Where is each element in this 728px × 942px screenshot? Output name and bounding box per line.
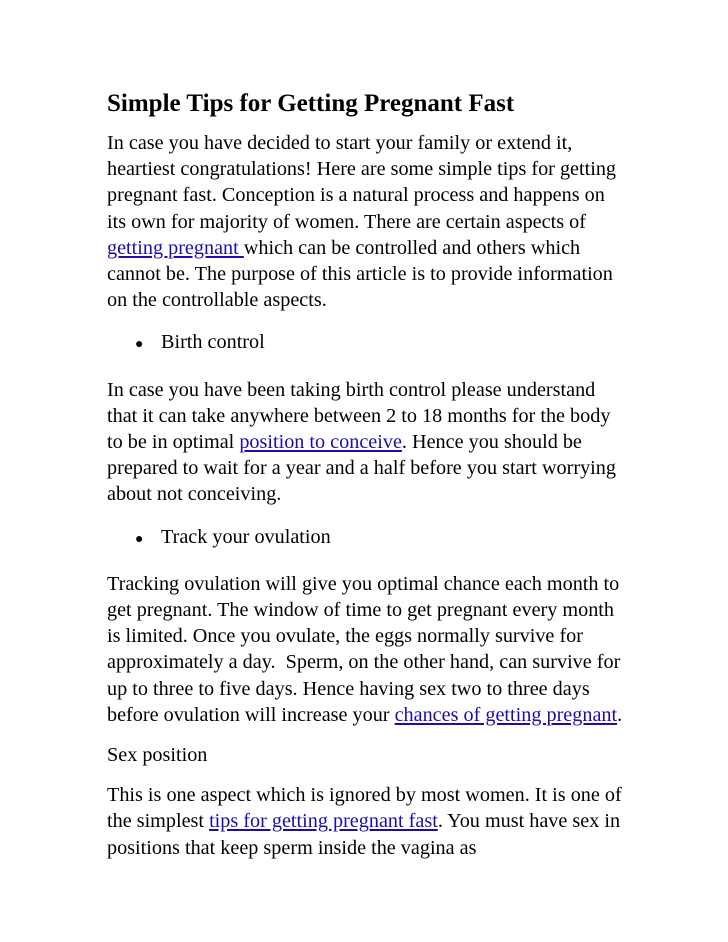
sex-position-paragraph <box>107 782 628 861</box>
bullet-dot-icon: ● <box>135 337 144 353</box>
bullet-birth-control <box>107 329 628 358</box>
intro-paragraph <box>107 130 628 313</box>
ovulation-text-2: . <box>617 703 623 726</box>
sex-position-text-1: This is one aspect which is ignored by most women. It is one of the simplest <box>107 784 622 833</box>
birth-control-text-2: . Hence you should be prepared to wait for a year and a half before you start worrying about not conceiving. <box>107 431 616 506</box>
sex-position-text-2: . You must have sex in positions that keep sperm inside the vagina as <box>107 810 621 859</box>
position-to-conceive-link[interactable]: position to conceive <box>239 431 402 454</box>
ovulation-paragraph <box>107 571 628 728</box>
birth-control-paragraph <box>107 377 628 508</box>
chances-of-getting-pregnant-link[interactable]: chances of getting pregnant <box>394 703 618 726</box>
tips-for-getting-pregnant-fast-link[interactable]: tips for getting pregnant fast <box>209 810 438 833</box>
document-title: Simple Tips for Getting Pregnant Fast <box>107 90 515 117</box>
bullet-label: Birth control <box>161 331 265 354</box>
bullet-dot-icon: ● <box>135 531 144 547</box>
bullet-label: Track your ovulation <box>161 525 331 548</box>
sex-position-heading: Sex position <box>107 744 208 767</box>
getting-pregnant-link[interactable]: getting pregnant <box>107 236 244 259</box>
intro-text-1: In case you have decided to start your family or extend it, heartiest congratulations! Here are some simple tips for getting pregnant fast. Conception is a natural process and happens on its own for majority of women. There are certain aspects of <box>107 132 617 233</box>
intro-text-2: which can be controlled and others which cannot be. The purpose of this article is to provide information on the controllable aspects. <box>107 236 613 312</box>
bullet-track-ovulation <box>107 524 628 553</box>
ovulation-text-1: Tracking ovulation will give you optimal chance each month to get pregnant. The window of time to get pregnant every month is limited. Once you ovulate, the eggs normally survive for approximately a day. Sperm, on the other hand, can survive for up to three to five days. Hence having sex two to three days before ovulation will increase your <box>107 572 621 726</box>
birth-control-text-1: In case you have been taking birth control please understand that it can take anywhere between 2 to 18 months for the body to be in optimal <box>107 378 611 454</box>
